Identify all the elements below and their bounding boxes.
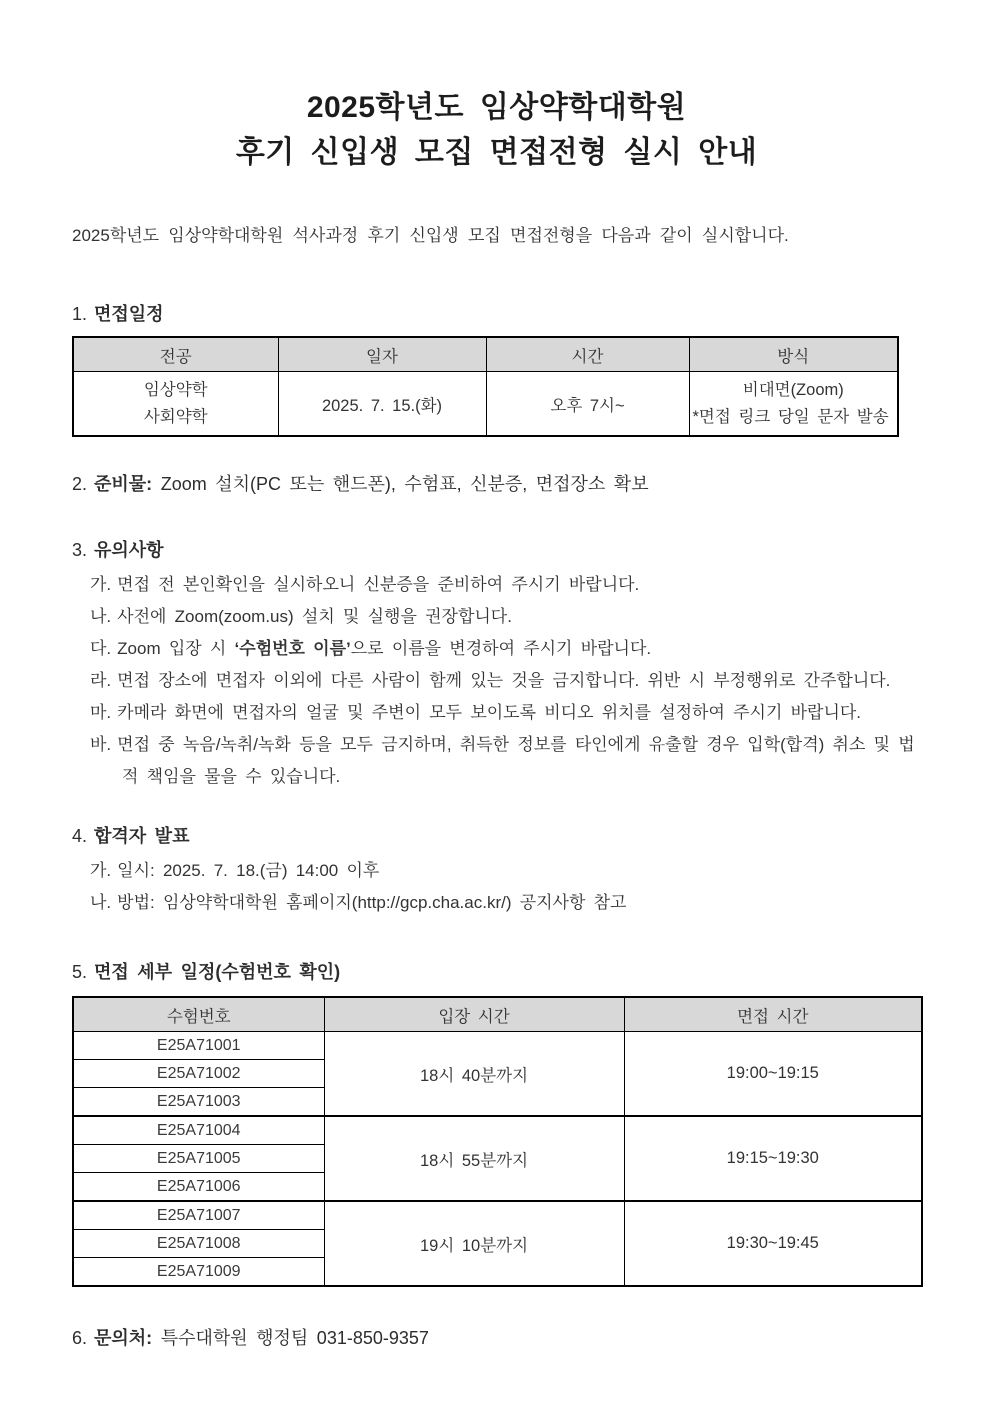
table-header-row	[73, 337, 898, 372]
item-text: 방법: 임상약학대학원 홈페이지(http://gcp.cha.ac.kr/) 공지사항 참고	[117, 893, 627, 912]
method-line1: 비대면(Zoom)	[742, 380, 844, 399]
cell-exam-number: E25A71009	[73, 1258, 324, 1287]
header-exam-number: 수험번호	[73, 997, 324, 1032]
section-title: 면접 세부 일정(수험번호 확인)	[94, 962, 341, 982]
table-row	[73, 1032, 922, 1060]
list-item	[90, 569, 921, 601]
section-heading-preparation	[72, 471, 921, 497]
list-item	[90, 697, 921, 729]
cell-exam-number: E25A71008	[73, 1230, 324, 1258]
item-letter: 가.	[90, 575, 112, 594]
header-entry-time: 입장 시간	[324, 997, 624, 1032]
item-letter: 나.	[90, 893, 112, 912]
cell-date: 2025. 7. 15.(화)	[278, 372, 486, 437]
page-title	[72, 85, 921, 175]
cell-interview-time: 19:30~19:45	[624, 1201, 922, 1286]
section-heading-results	[72, 823, 921, 849]
cell-major	[73, 372, 278, 437]
header-interview-time: 면접 시간	[624, 997, 922, 1032]
cell-method	[689, 372, 898, 437]
cell-exam-number: E25A71005	[73, 1145, 324, 1173]
cell-exam-number: E25A71001	[73, 1032, 324, 1060]
interview-schedule-table	[72, 336, 899, 437]
major-line2: 사회약학	[143, 407, 208, 426]
section-number: 5.	[72, 962, 88, 982]
table-header-row	[73, 997, 922, 1032]
list-item	[90, 887, 921, 919]
section-heading-contact	[72, 1325, 921, 1351]
cell-entry-time: 19시 10분까지	[324, 1201, 624, 1286]
section-title: 준비물:	[94, 474, 153, 494]
notes-list	[72, 569, 921, 793]
list-item	[90, 633, 921, 665]
table-row	[73, 372, 898, 437]
cell-entry-time: 18시 55분까지	[324, 1116, 624, 1201]
item-text: 카메라 화면에 면접자의 얼굴 및 주변이 모두 보이도록 비디오 위치를 설정하여 주시기 바랍니다.	[117, 703, 862, 722]
section-number: 4.	[72, 826, 88, 846]
item-letter: 라.	[90, 671, 112, 690]
cell-interview-time: 19:15~19:30	[624, 1116, 922, 1201]
section-number: 6.	[72, 1328, 88, 1348]
results-list	[72, 855, 921, 919]
section-number: 1.	[72, 304, 88, 324]
section-title: 유의사항	[94, 540, 164, 560]
method-line2: *면접 링크 당일 문자 발송	[692, 407, 889, 426]
cell-time: 오후 7시~	[486, 372, 689, 437]
item-letter: 가.	[90, 861, 112, 880]
cell-exam-number: E25A71002	[73, 1060, 324, 1088]
table-row	[73, 1116, 922, 1145]
list-item	[90, 729, 921, 793]
item-text-post: 으로 이름을 변경하여 주시기 바랍니다.	[350, 639, 652, 658]
header-time: 시간	[486, 337, 689, 372]
header-method: 방식	[689, 337, 898, 372]
section-number: 2.	[72, 474, 88, 494]
item-text: 일시: 2025. 7. 18.(금) 14:00 이후	[117, 861, 380, 880]
section-text: 특수대학원 행정팀 031-850-9357	[160, 1328, 429, 1348]
section-title: 합격자 발표	[94, 826, 190, 846]
header-major: 전공	[73, 337, 278, 372]
item-letter: 마.	[90, 703, 112, 722]
list-item	[90, 665, 921, 697]
cell-exam-number: E25A71006	[73, 1173, 324, 1202]
section-heading-interview-schedule	[72, 301, 921, 327]
section-title: 문의처:	[94, 1328, 153, 1348]
item-text: 면접 전 본인확인을 실시하오니 신분증을 준비하여 주시기 바랍니다.	[117, 575, 640, 594]
cell-interview-time: 19:00~19:15	[624, 1032, 922, 1117]
item-text: 사전에 Zoom(zoom.us) 설치 및 실행을 권장합니다.	[117, 607, 512, 626]
page-title-line1: 2025학년도 임상약학대학원	[306, 91, 687, 124]
detail-schedule-table	[72, 996, 923, 1287]
item-letter: 다.	[90, 639, 112, 658]
item-letter: 바.	[90, 735, 112, 754]
cell-exam-number: E25A71003	[73, 1088, 324, 1117]
item-text: 면접 중 녹음/녹취/녹화 등을 모두 금지하며, 취득한 정보를 타인에게 유출할 경우 입학(합격) 취소 및 법적 책임을 물을 수 있습니다.	[117, 735, 915, 786]
cell-entry-time: 18시 40분까지	[324, 1032, 624, 1117]
table-row	[73, 1201, 922, 1230]
list-item	[90, 601, 921, 633]
section-heading-notes	[72, 537, 921, 563]
item-text: 면접 장소에 면접자 이외에 다른 사람이 함께 있는 것을 금지합니다. 위반 시 부정행위로 간주합니다.	[117, 671, 891, 690]
section-text: Zoom 설치(PC 또는 핸드폰), 수험표, 신분증, 면접장소 확보	[160, 474, 649, 494]
item-text-pre: Zoom 입장 시	[117, 639, 235, 658]
cell-exam-number: E25A71007	[73, 1201, 324, 1230]
page-title-line2: 후기 신입생 모집 면접전형 실시 안내	[235, 136, 758, 169]
item-letter: 나.	[90, 607, 112, 626]
section-heading-detail-schedule	[72, 959, 921, 985]
list-item	[90, 855, 921, 887]
section-number: 3.	[72, 540, 88, 560]
section-title: 면접일정	[94, 304, 164, 324]
item-text-emphasis: ‘수험번호 이름’	[234, 639, 351, 658]
intro-paragraph: 2025학년도 임상약학대학원 석사과정 후기 신입생 모집 면접전형을 다음과 같이 실시합니다.	[72, 226, 789, 245]
cell-exam-number: E25A71004	[73, 1116, 324, 1145]
major-line1: 임상약학	[143, 380, 208, 399]
header-date: 일자	[278, 337, 486, 372]
